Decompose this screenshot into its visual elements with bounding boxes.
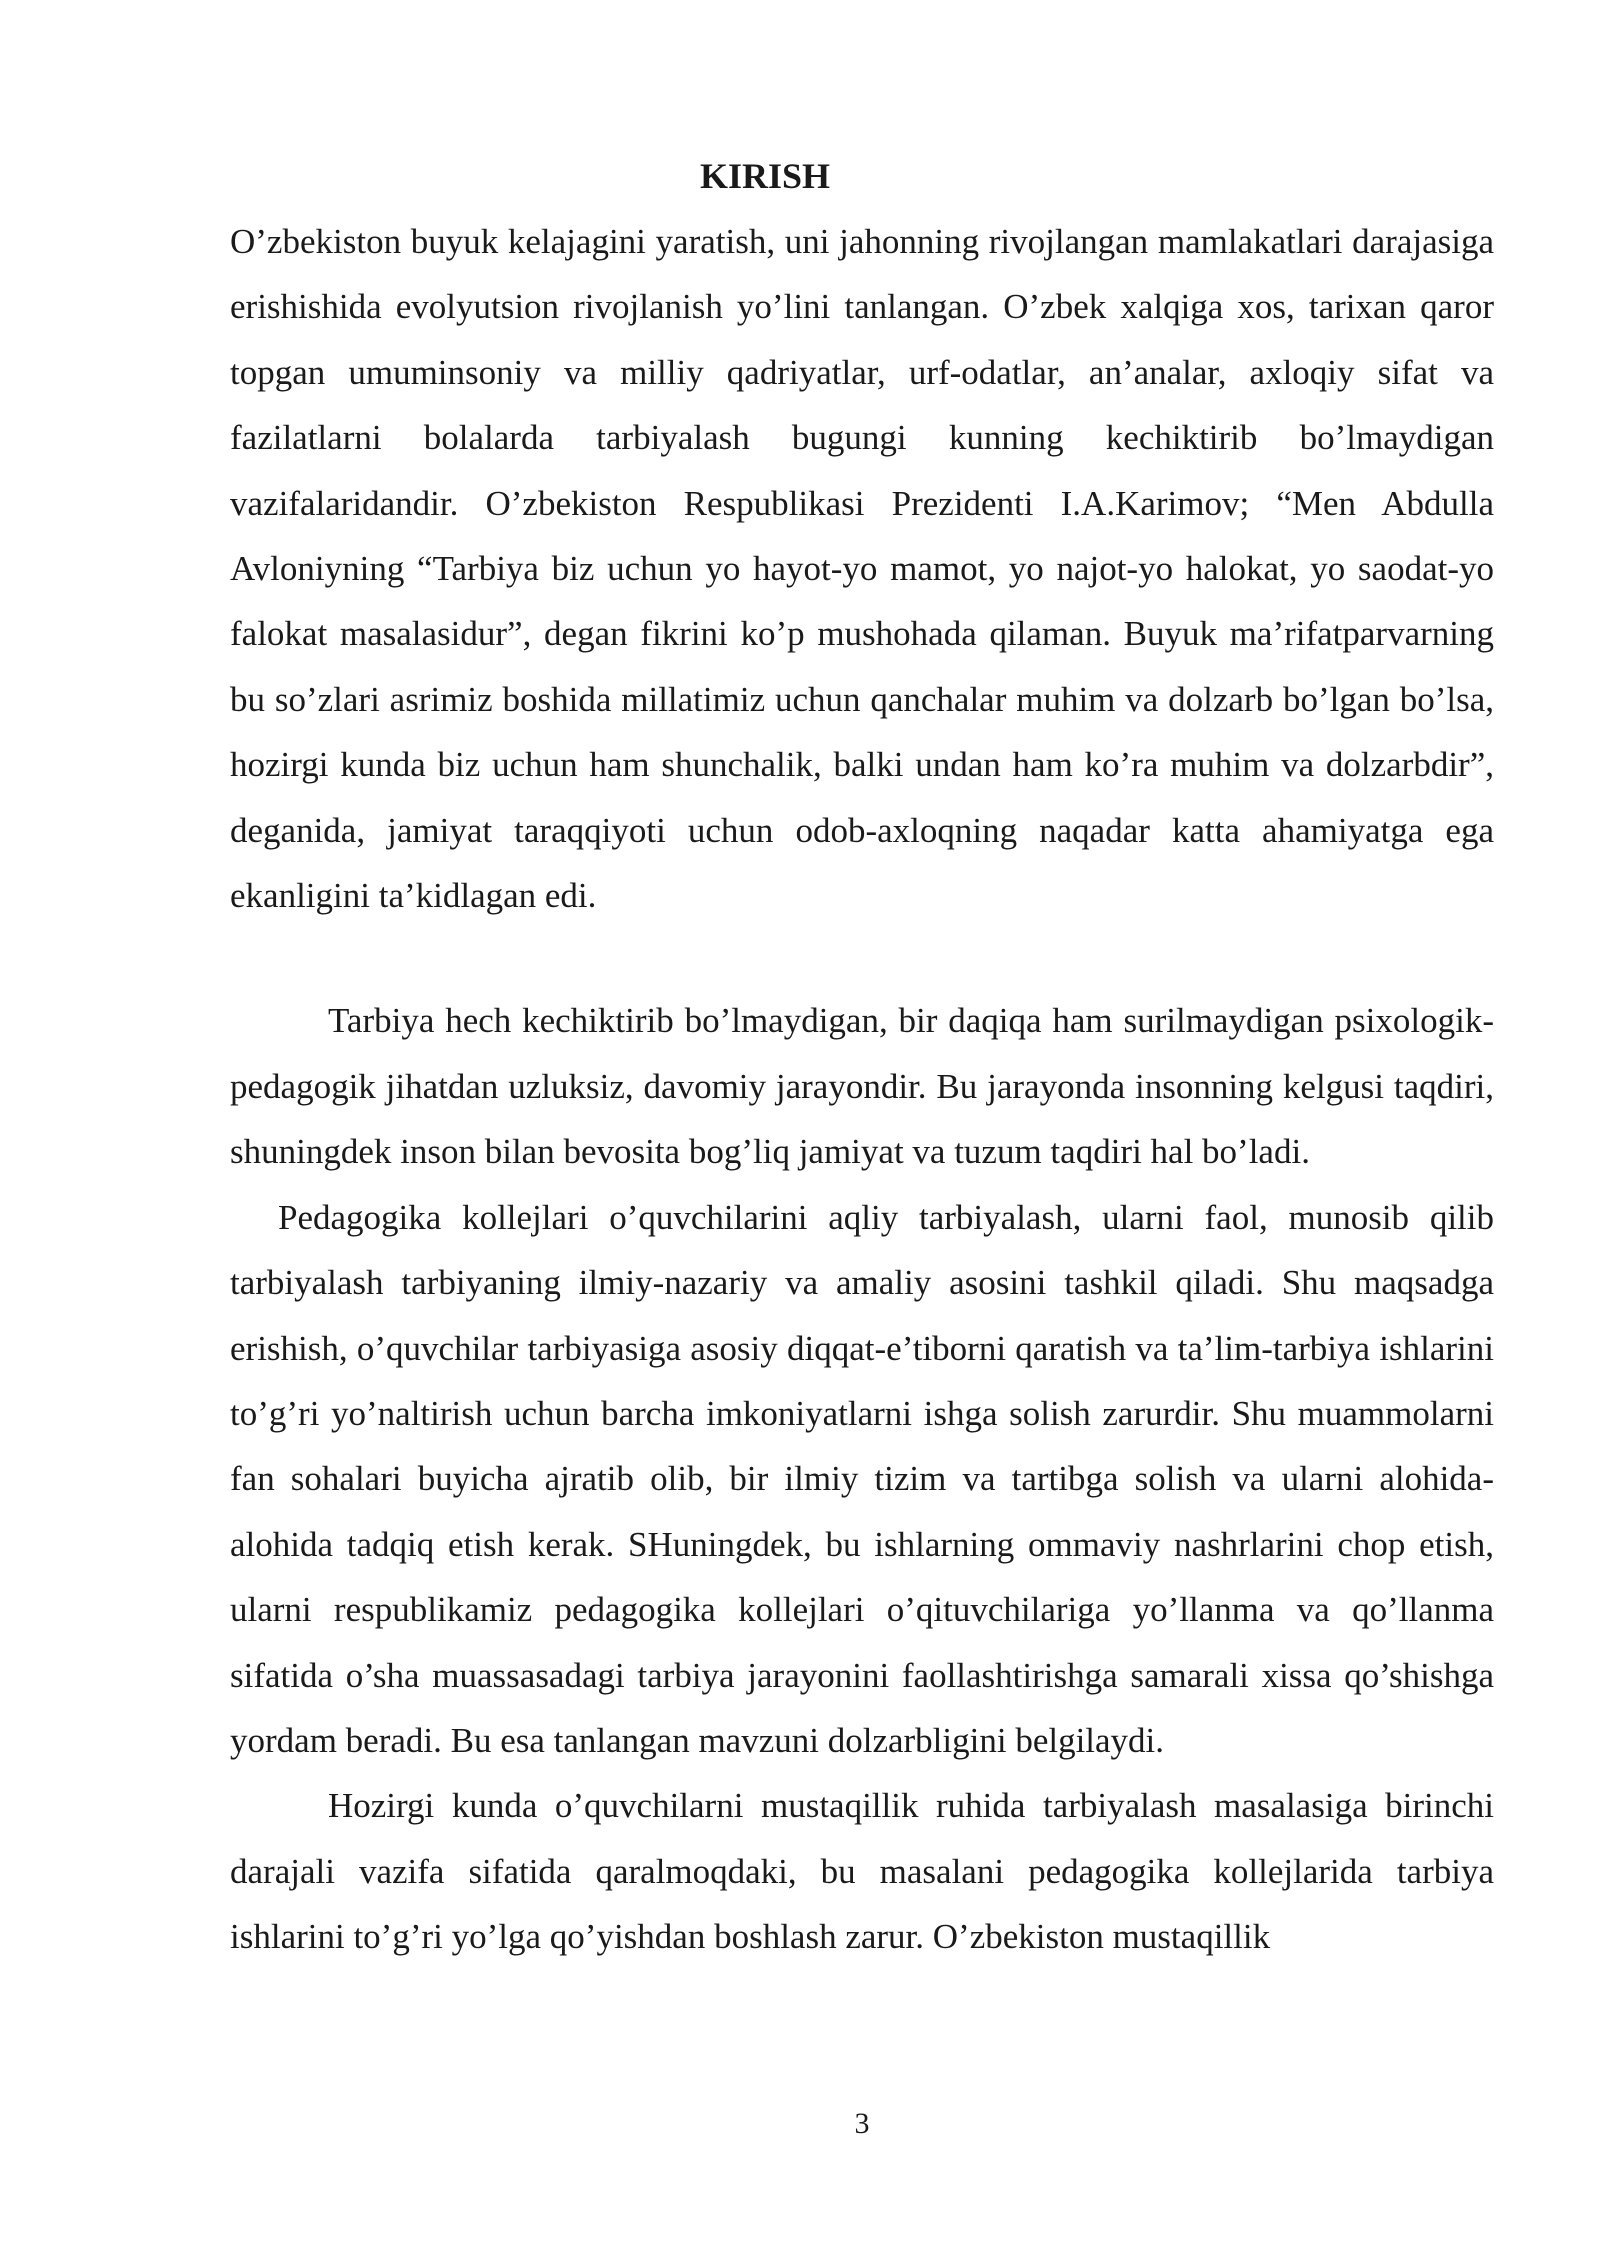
page-title: KIRISH (699, 156, 831, 196)
body-text (230, 209, 1494, 1970)
paragraph-hozirgi: Hozirgi kunda o’quvchilarni mustaqillik ruhida tarbiyalash masalasiga birinchi darajali vazifa sifatida qaralmoqdaki, bu masalani pedagogika kollejlarida tarbiya ishlarini to’g’ri yo’lga qo’yishdan boshlash zarur. O’zbekiston mustaqillik (230, 1786, 1494, 1957)
page-number: 3 (854, 2107, 870, 2140)
paragraph-tarbiya: Tarbiya hech kechiktirib bo’lmaydigan, bir daqiqa ham surilmaydigan psixologik-pedagogik jihatdan uzluksiz, davomiy jarayondir. Bu jarayonda insonning kelgusi taqdiri, shuningdek inson bilan bevosita bog’liq jamiyat va tuzum taqdiri hal bo’ladi. (230, 1001, 1494, 1172)
paragraph-intro: O’zbekiston buyuk kelajagini yaratish, uni jahonning rivojlangan mamlakatlari darajasiga erishishida evolyutsion rivojlanish yo’lini tanlangan. O’zbek xalqiga xos, tarixan qaror topgan umuminsoniy va milliy qadriyatlar, urf-odatlar, an’analar, axloqiy sifat va fazilatlarni bolalarda tarbiyalash bugungi kunning kechiktirib bo’lmaydigan vazifalaridandir. O’zbekiston Respublikasi Prezidenti I.A.Karimov; “Men Abdulla Avloniyning “Tarbiya biz uchun yo hayot-yo mamot, yo najot-yo halokat, yo saodat-yo falokat masalasidur”, degan fikrini ko’p mushohada qilaman. Buyuk ma’rifatparvarning bu so’zlari asrimiz boshida millatimiz uchun qanchalar muhim va dolzarb bo’lgan bo’lsa, hozirgi kunda biz uchun ham shunchalik, balki undan ham ko’ra muhim va dolzarbdir”, deganida, jamiyat taraqqiyoti uchun odob-axloqning naqadar katta ahamiyatga ega ekanligini ta’kidlagan edi. (230, 222, 1494, 916)
paragraph-pedagogika: Pedagogika kollejlari o’quvchilarini aqliy tarbiyalash, ularni faol, munosib qilib tarbiyalash tarbiyaning ilmiy-nazariy va amaliy asosini tashkil qiladi. Shu maqsadga erishish, o’quvchilar tarbiyasiga asosiy diqqat-e’tiborni qaratish va ta’lim-tarbiya ishlarini to’g’ri yo’naltirish uchun barcha imkoniyatlarni ishga solish zarurdir. Shu muammolarni fan sohalari buyicha ajratib olib, bir ilmiy tizim va tartibga solish va ularni alohida-alohida tadqiq etish kerak. SHuningdek, bu ishlarning ommaviy nashrlarini chop etish, ularni respublikamiz pedagogika kollejlari o’qituvchilariga yo’llanma va qo’llanma sifatida o’sha muassasadagi tarbiya jarayonini faollashtirishga samarali xissa qo’shishga yordam beradi. Bu esa tanlangan mavzuni dolzarbligini belgilaydi. (230, 1197, 1494, 1760)
